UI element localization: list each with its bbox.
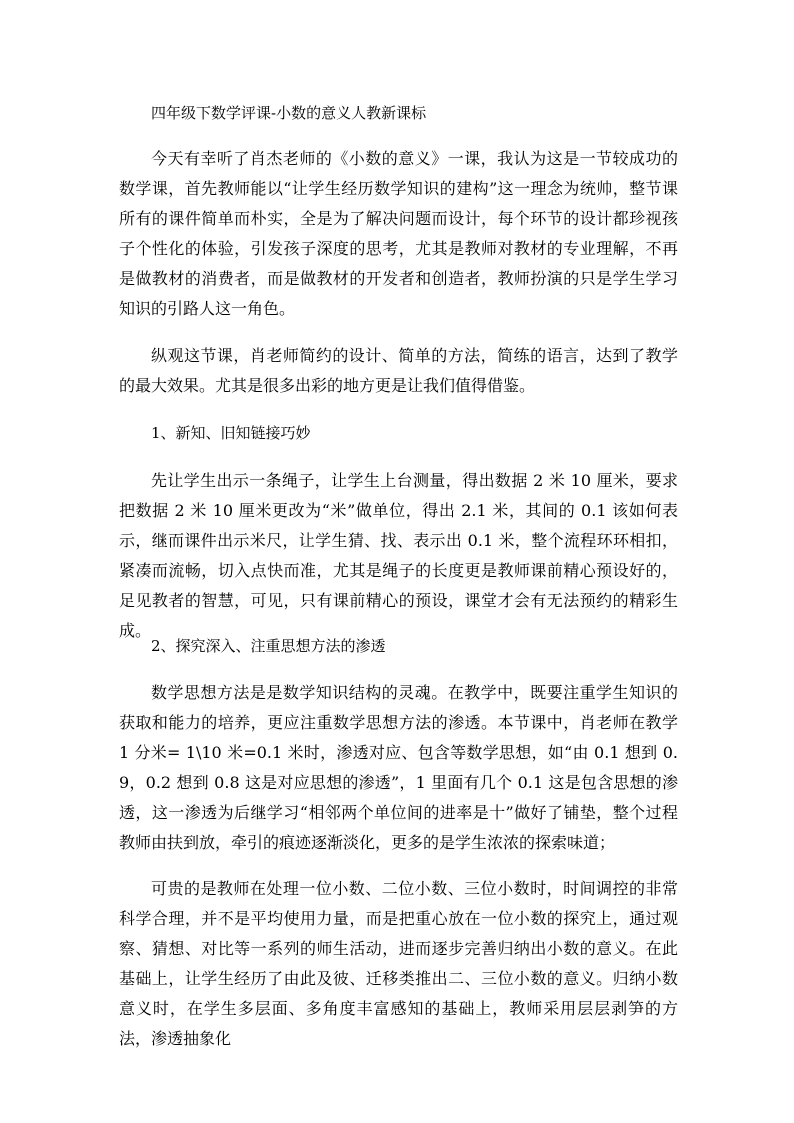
paragraph-section-2-continued: 可贵的是教师在处理一位小数、二位小数、三位小数时，时间调控的非常科学合理，并不是平均使用力量，而是把重心放在一位小数的探究上，通过观察、猜想、对比等一系列的师生活动，进而逐步完善归纳出小数的意义。在此基础上，让学生经历了由此及彼、迁移类推出二、三位小数的意义。归纳小数意义时，在学生多层面、多角度丰富感知的基础上，教师采用层层剥笋的方法，渗透抽象化 bbox=[119, 879, 678, 1048]
paragraph-intro: 今天有幸听了肖杰老师的《小数的意义》一课，我认为这是一节较成功的数学课，首先教师能以“让学生经历数学知识的建构”这一理念为统帅，整节课所有的课件简单而朴实，全是为了解决问题而设计，每个环节的设计都珍视孩子个性化的体验，引发孩子深度的思考，尤其是教师对教材的专业理解，不再是做教材的消费者，而是做教材的开发者和创造者，教师扮演的只是学生学习知识的引路人这一角色。 bbox=[119, 149, 678, 318]
paragraph-section-1: 先让学生出示一条绳子，让学生上台测量，得出数据 2 米 10 厘米，要求把数据 2 米 10 厘米更改为“米”做单位，得出 2.1 米，其间的 0.1 该如何表示，继而课件出示米尺，让学生猜、找、表示出 0.1 米，整个流程环环相扣，紧凑而流畅，切入点快而准，尤其是绳子的长度更是教师课前精心预设好的，足见教者的智慧，可见，只有课前精心的预设，课堂才会有无法预约的精彩生成。 bbox=[119, 471, 678, 640]
section-heading-1: 1、新知、旧知链接巧妙 bbox=[151, 424, 311, 442]
paragraph-section-2: 数学思想方法是是数学知识结构的灵魂。在教学中，既要注重学生知识的获取和能力的培养，更应注重数学思想方法的渗透。本节课中，肖老师在教学 1 分米= 1\10 米=0.1 米时，渗透对应、包含等数学思想，如“由 0.1 想到 0.9，0.2 想到 0.8 这是对应思想的渗透”，1 里面有几个 0.1 这是包含思想的渗透，这一渗透为后继学习“相邻两个单位间的进率是十”做好了铺垫，整个过程教师由扶到放，牵引的痕迹逐渐淡化，更多的是学生浓浓的探索味道； bbox=[119, 683, 678, 852]
paragraph-overview: 纵观这节课，肖老师简约的设计、简单的方法，简练的语言，达到了教学的最大效果。尤其是很多出彩的地方更是让我们值得借鉴。 bbox=[119, 346, 678, 395]
document-title: 四年级下数学评课-小数的意义人教新课标 bbox=[151, 104, 427, 122]
section-heading-2: 2、探究深入、注重思想方法的渗透 bbox=[151, 637, 386, 655]
